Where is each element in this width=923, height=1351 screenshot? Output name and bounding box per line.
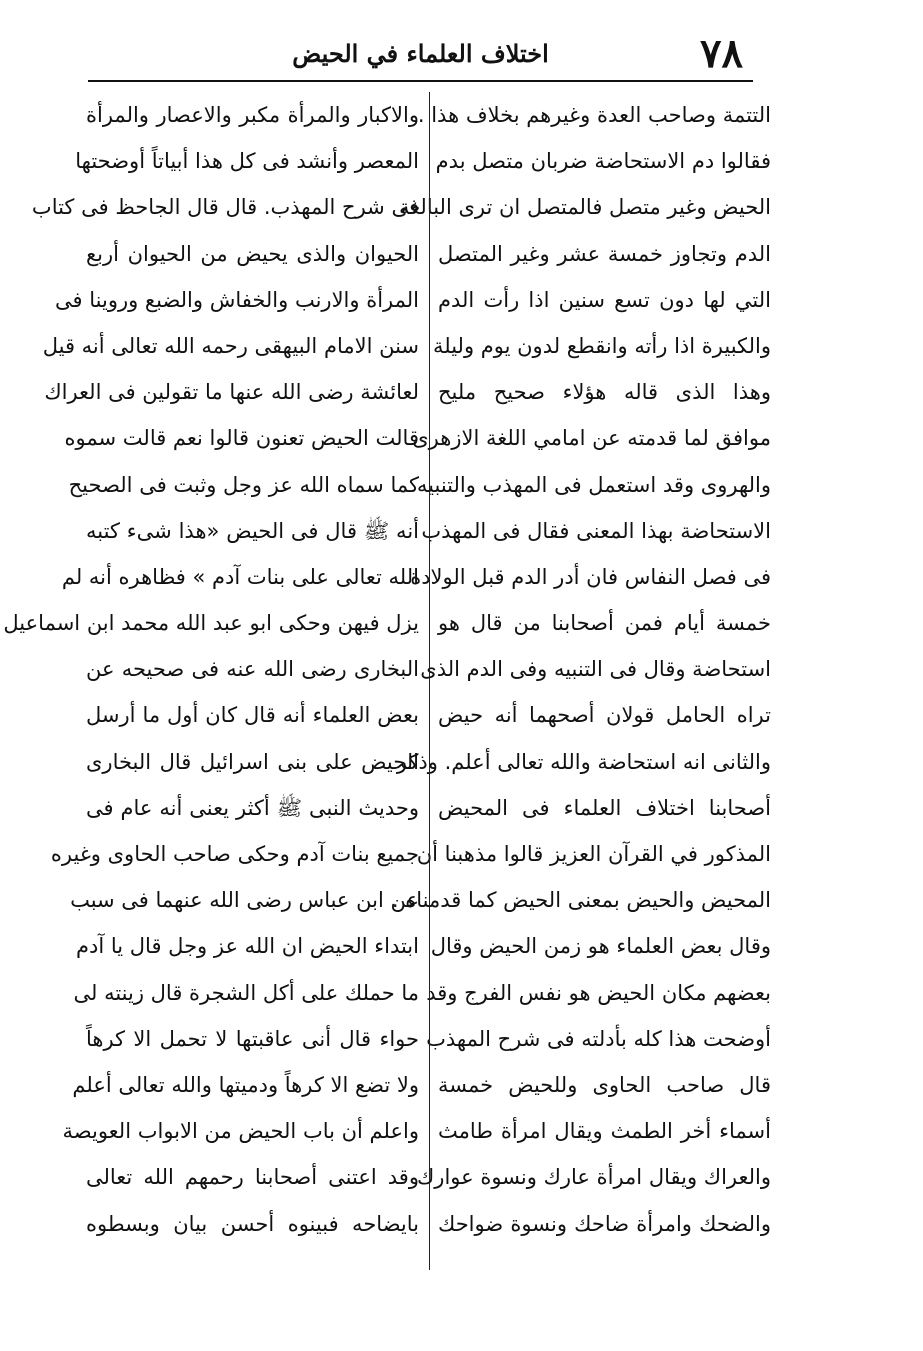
text-line: أوضحت هذا كله بأدلته فى شرح المهذب [426,1026,771,1051]
text-line: بعضهم مكان الحيض هو نفس الفرج وقد [426,980,771,1005]
text-line: حواء قال أنى عاقبتها لا تحمل الا كرهاً [86,1026,419,1051]
text-line: والعراك ويقال امرأة عارك ونسوة عوارك [417,1165,771,1190]
text-line: سنن الامام البيهقى رحمه الله تعالى أنه قيل [42,333,419,358]
text-line: والكبيرة اذا رأته وانقطع لدون يوم وليلة [433,333,771,358]
text-line: التتمة وصاحب العدة وغيرهم بخلاف هذا . [417,103,771,127]
text-line: المرأة والارنب والخفاش والضبع وروينا فى [55,287,419,312]
text-line: المحيض والحيض بمعنى الحيض كما قدمناه . [391,888,771,913]
text-line: تراه الحامل قولان أصحهما أنه حيض [438,703,771,728]
text-line: قالت الحيض تعنون قالوا نعم قالت سموه [64,426,419,451]
text-line: ما حملك على أكل الشجرة قال زينته لى [73,980,419,1005]
text-line: عن ابن عباس رضى الله عنهما فى سبب [70,888,419,913]
text-line: لعائشة رضى الله عنها ما تقولين فى العراك [44,380,419,405]
text-line: أنه ﷺ قال فى الحيض «هذا شىء كتبه [86,518,419,543]
text-line: الحيض وغير متصل فالمتصل ان ترى البالغة [399,195,771,220]
column-divider [429,92,430,1270]
text-line: والثانى انه استحاضة والله تعالى أعلم. وذكر [396,749,771,774]
text-line: أصحابنا اختلاف العلماء فى المحيض [438,795,771,820]
page-number: ٧٨ [700,30,743,77]
text-line: والهروى وقد استعمل فى المهذب والتنبيه [416,472,771,497]
text-line: الدم وتجاوز خمسة عشر وغير المتصل [438,241,771,266]
text-line: ولا تضع الا كرهاً ودميتها والله تعالى أعلم [72,1072,419,1097]
text-line: جميع بنات آدم وحكى صاحب الحاوى وغيره [50,842,419,866]
text-line: بعض العلماء أنه قال كان أول ما أرسل [86,703,419,728]
text-line: البخارى رضى الله عنه فى صحيحه عن [86,657,419,682]
text-line: خمسة أيام فمن أصحابنا من قال هو [438,611,771,636]
text-line: كما سماه الله عز وجل وثبت فى الصحيح [68,472,419,497]
right-column [391,92,771,1247]
text-line: أسماء أخر الطمث ويقال امرأة طامث [438,1119,771,1144]
text-line: قال صاحب الحاوى وللحيض خمسة [438,1072,771,1097]
text-line: واعلم أن باب الحيض من الابواب العويصة [62,1119,419,1144]
text-line: الله تعالى على بنات آدم » فظاهره أنه لم [61,564,419,589]
text-line: فقالوا دم الاستحاضة ضربان متصل بدم [435,149,771,174]
text-line: موافق لما قدمته عن امامي اللغة الازهرى [412,426,771,451]
running-title: اختلاف العلماء في الحيض [292,39,549,68]
left-column [3,92,419,1247]
text-line: ابتداء الحيض ان الله عز وجل قال يا آدم [76,934,419,959]
text-line: وقال بعض العلماء هو زمن الحيض وقال [430,934,771,959]
text-line: الحيوان والذى يحيض من الحيوان أربع [86,241,419,266]
header-rule [88,80,753,82]
text-line: وحديث النبى ﷺ أكثر يعنى أنه عام فى [86,795,419,820]
text-line: والضحك وامرأة ضاحك ونسوة ضواحك [438,1211,771,1236]
text-line: فى شرح المهذب. قال قال الجاحظ فى كتاب [31,195,419,220]
text-line: فى فصل النفاس فان أدر الدم قبل الولادة [410,564,771,589]
text-line: استحاضة وقال فى التنبيه وفى الدم الذى [420,657,771,682]
text-line: المذكور في القرآن العزيز قالوا مذهبنا أن [416,842,771,866]
page-header [88,30,753,76]
text-line: المعصر وأنشد فى كل هذا أبياتاً أوضحتها [75,149,419,174]
text-line: وهذا الذى قاله هؤلاء صحيح مليح [438,380,771,405]
text-line: بايضاحه فبينوه أحسن بيان وبسطوه [86,1211,419,1236]
text-line: الاستحاضة بهذا المعنى فقال فى المهذب [421,518,771,543]
text-line: والاكبار والمرأة مكبر والاعصار والمرأة [86,103,419,127]
text-line: الحيض على بنى اسرائيل قال البخارى [86,749,419,774]
text-line: وقد اعتنى أصحابنا رحمهم الله تعالى [86,1165,419,1190]
text-line: التي لها دون تسع سنين اذا رأت الدم [438,287,771,312]
text-line: يزل فيهن وحكى ابو عبد الله محمد ابن اسماعيل [3,611,419,636]
